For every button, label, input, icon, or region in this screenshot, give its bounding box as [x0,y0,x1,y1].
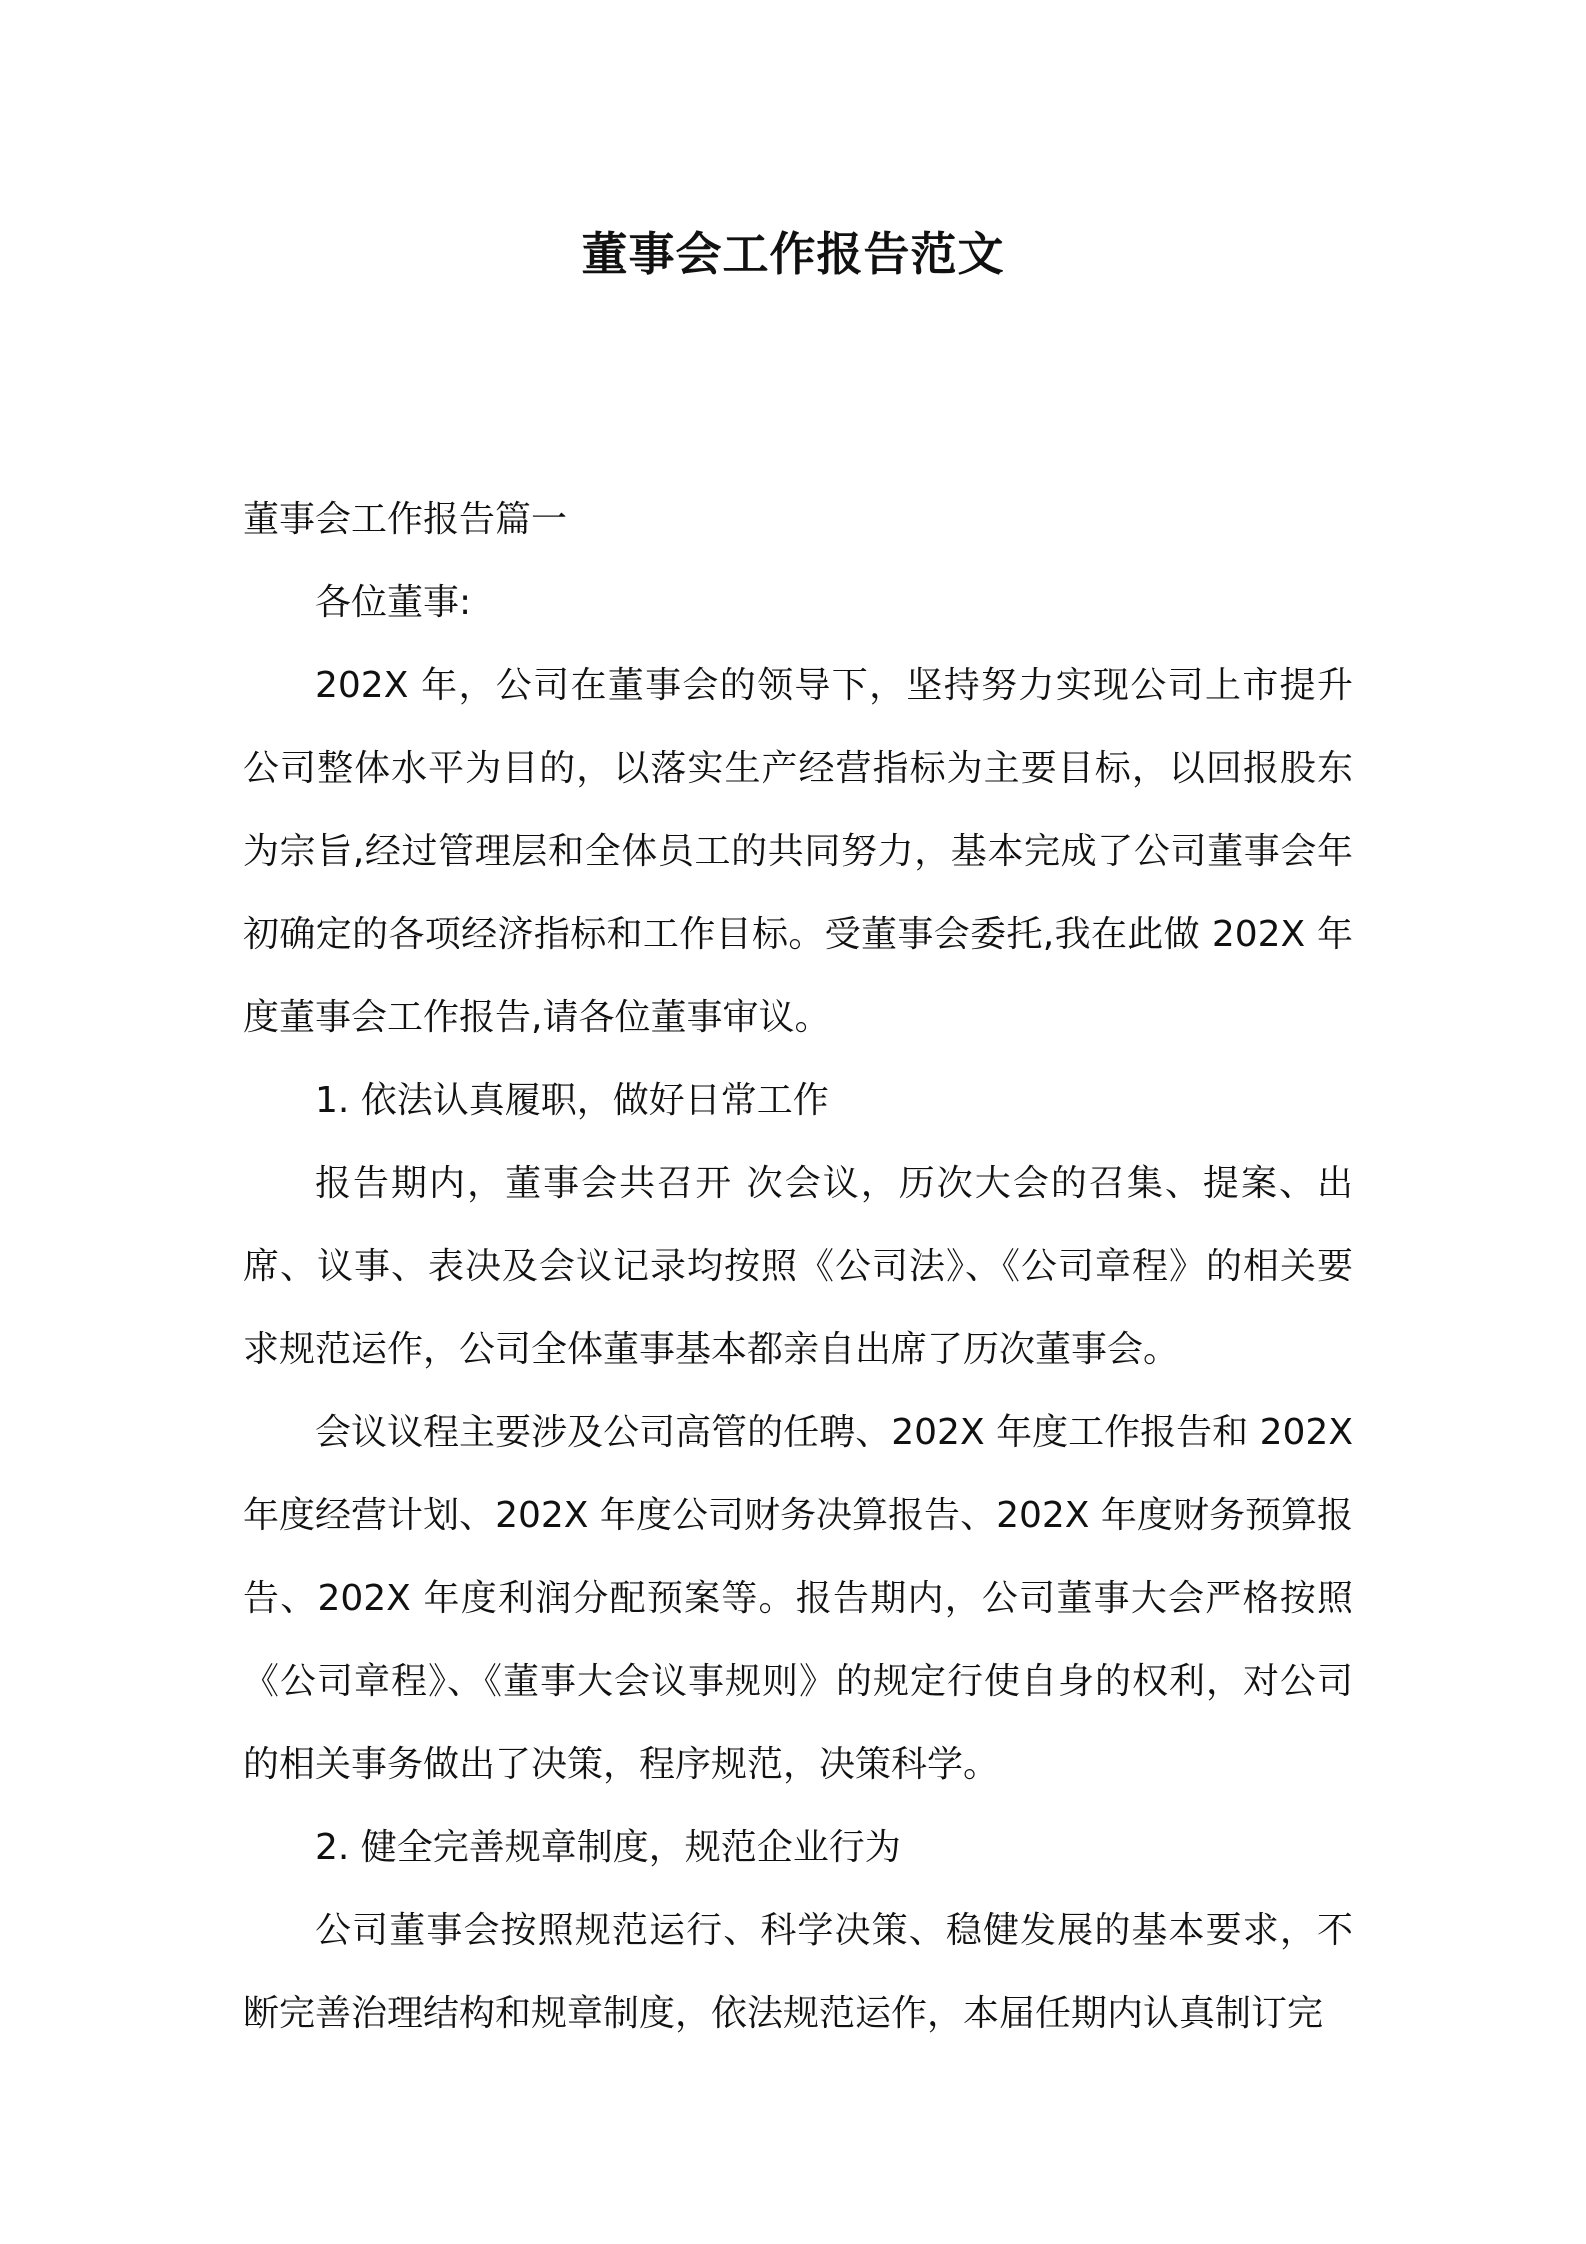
subheading-1: 1. 依法认真履职，做好日常工作 [315,1080,829,1121]
salutation: 各位董事: [315,582,472,623]
document-body [243,478,1353,2055]
paragraph-agenda: 会议议程主要涉及公司高管的任聘、202X 年度工作报告和 202X 年度经营计划、202X 年度公司财务决算报告、202X 年度财务预算报告、202X 年度利润分配预案等。报告期内，公司董事大会严格按照《公司章程》、《董事大会议事规则》的规定行使自身的权利，对公司的相关事务做出了决策，程序规范，决策科学。 [243,1412,1353,1785]
document-title: 董事会工作报告范文 [581,227,1005,281]
section-heading: 董事会工作报告篇一 [243,499,568,540]
paragraph-intro: 202X 年，公司在董事会的领导下，坚持努力实现公司上市提升公司整体水平为目的，以落实生产经营指标为主要目标，以回报股东为宗旨,经过管理层和全体员工的共同努力，基本完成了公司董事会年初确定的各项经济指标和工作目标。受董事会委托,我在此做 202X 年度董事会工作报告,请各位董事审议。 [243,665,1353,1038]
subheading-2: 2. 健全完善规章制度，规范企业行为 [315,1827,901,1868]
paragraph-meetings: 报告期内，董事会共召开 次会议，历次大会的召集、提案、出席、议事、表决及会议记录均按照《公司法》、《公司章程》的相关要求规范运作，公司全体董事基本都亲自出席了历次董事会。 [243,1163,1353,1370]
paragraph-regulations: 公司董事会按照规范运行、科学决策、稳健发展的基本要求，不断完善治理结构和规章制度，依法规范运作，本届任期内认真制订完 [243,1910,1353,2034]
